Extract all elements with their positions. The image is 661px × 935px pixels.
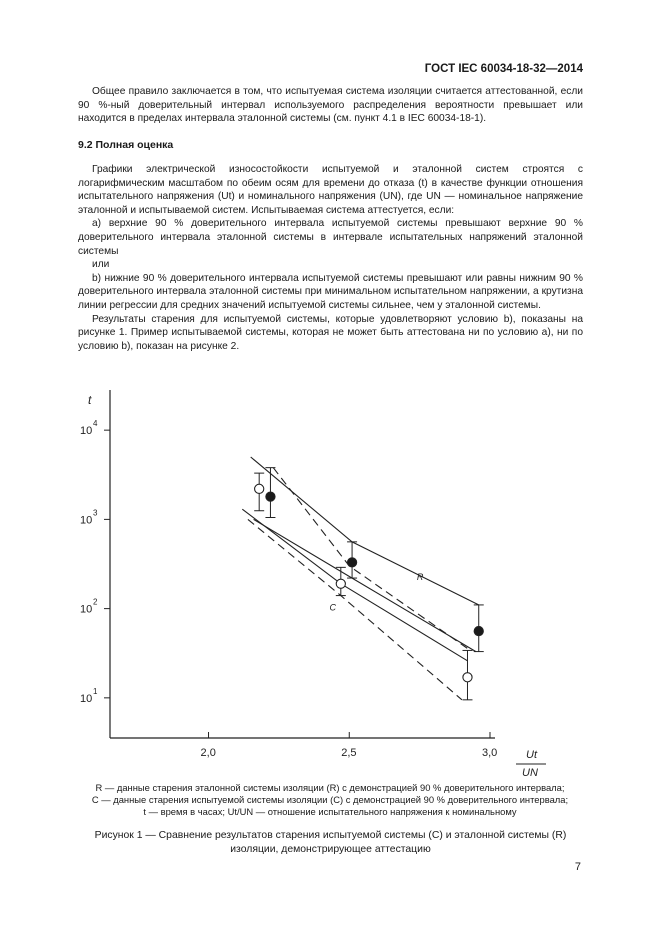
point-R-0 (266, 492, 275, 501)
condition-a: а) верхние 90 % доверительного интервала испытуемой системы превышают верхние 90 % доверительного интервала эталонной системы в интервале испытательных напряжений эталонной системы (78, 218, 583, 257)
y-tick-label-3: 10 (80, 514, 93, 527)
point-R-1 (347, 558, 356, 567)
section-body (78, 163, 583, 353)
x-axis-label-denominator: UN (522, 767, 538, 779)
chart-curves (242, 457, 478, 700)
curve-c-lower (248, 519, 462, 699)
x-axis-label-numerator: Ut (526, 749, 537, 761)
y-tick-exp-4: 4 (93, 419, 98, 429)
paragraph-results: Результаты старения для испытуемой системы, которые удовлетворяют условию b), показаны на рисунке 1. Пример испытываемой системы, которая не может быть аттестована ни по условию а), ни по условию b), показан на рисунке 2. (78, 313, 583, 352)
chart-axes (80, 390, 546, 779)
y-axis-label: t (88, 393, 92, 407)
curve-label-c: C (329, 602, 337, 613)
curve-label-r: R (416, 571, 424, 582)
curve-c-mean (242, 509, 467, 661)
point-C-2 (463, 673, 472, 682)
document-header: ГОСТ IEC 60034-18-32—2014 (424, 63, 583, 75)
y-tick-exp-3: 3 (93, 508, 98, 518)
x-tick-label-1: 2,5 (341, 747, 357, 759)
y-tick-exp-1: 1 (93, 686, 98, 696)
paragraph-plots: Графики электрической износостойкости испытуемой и эталонной систем строятся с логарифмическим масштабом по обеим осям для времени до отказа (t) в качестве функции отношения испытательного напряжения (Ut) и номинального напряжения (UN), где UN — номинальное напряжение эталонной и испытываемой систем. Испытываемая система аттестуется, если: (78, 164, 583, 216)
point-C-1 (336, 579, 345, 588)
figure-1 (60, 380, 600, 785)
figure-caption: Рисунок 1 — Сравнение результатов старения испытуемой системы (С) и эталонной системы (R) изоляции, демонстрирующее аттестацию (94, 830, 567, 855)
or-word: или (92, 259, 110, 271)
y-tick-label-1: 10 (80, 692, 93, 705)
legend-line-t: t — время в часах; Ut/UN — отношение испытательного напряжения к номинальному (143, 806, 517, 817)
figure-legend (60, 782, 600, 818)
x-tick-label-0: 2,0 (200, 747, 216, 759)
section-title: 9.2 Полная оценка (78, 139, 174, 151)
legend-line-c: С — данные старения испытуемой системы изоляции (С) с демонстрацией 90 % доверительного интервала; (91, 794, 569, 805)
condition-b: b) нижние 90 % доверительного интервала испытуемой системы превышают или равны нижним 90 % доверительного интервала эталонной системы при минимальном испытательном напряжении, а крутизна линии регрессии для средних значений испытуемой системы сильнее, чем у эталонной системы. (78, 272, 583, 311)
y-tick-label-4: 10 (80, 425, 93, 438)
curve-r-upper (251, 457, 479, 605)
x-tick-label-2: 3,0 (482, 747, 498, 759)
paragraph-general-rule: Общее правило заключается в том, что испытуемая система изоляции считается аттестованной, если 90 %-ный доверительный интервал используемого распределения вероятности превышает или находится в пределах интервала эталонной системы (см. пункт 4.1 в IEC 60034-18-1). (78, 86, 583, 125)
aging-chart (60, 380, 600, 780)
y-tick-exp-2: 2 (93, 597, 98, 607)
point-R-2 (474, 626, 483, 635)
chart-marks (254, 468, 484, 700)
legend-line-r: R — данные старения эталонной системы изоляции (R) с демонстрацией 90 % доверительного интервала; (95, 782, 565, 793)
curve-r-lower (254, 519, 476, 651)
page-number: 7 (574, 861, 581, 873)
point-C-0 (255, 484, 264, 493)
y-tick-label-2: 10 (80, 603, 93, 616)
